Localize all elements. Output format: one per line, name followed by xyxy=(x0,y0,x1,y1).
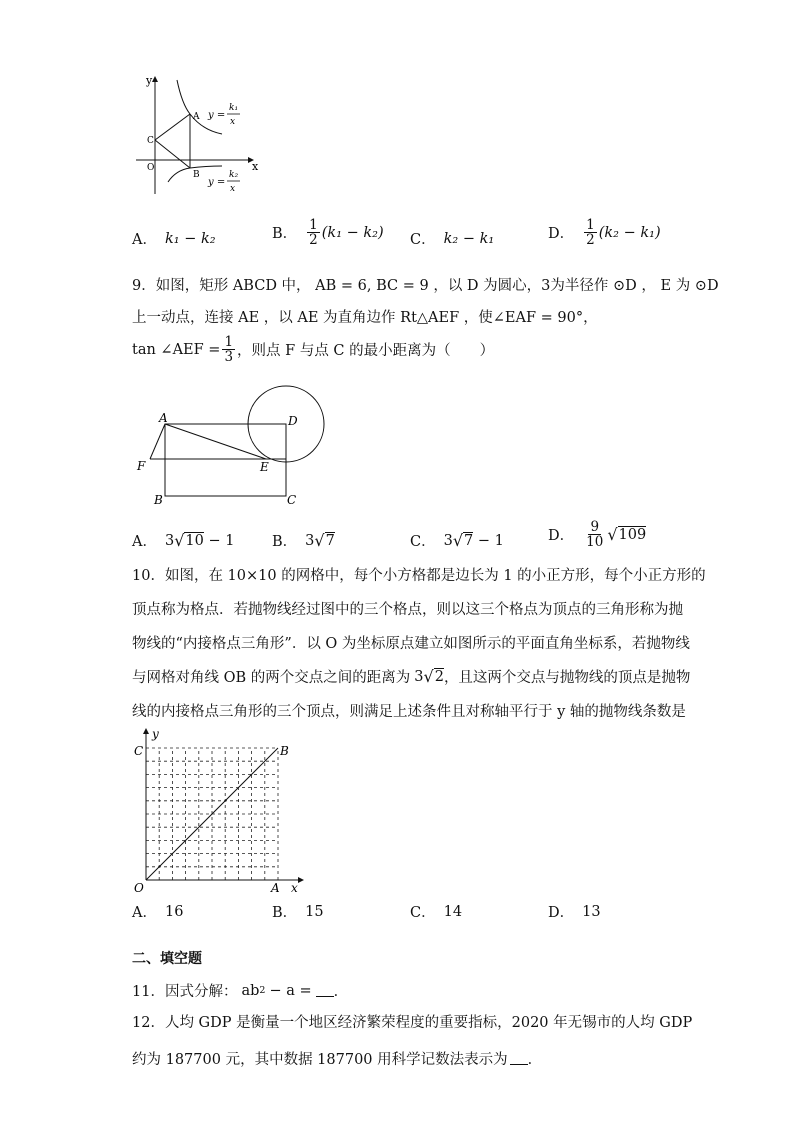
q9-line3-frac xyxy=(222,335,235,364)
q9-option-b-label: B． xyxy=(272,534,298,550)
q8-axis-x: x xyxy=(252,160,259,173)
q11-expr-base: ab xyxy=(241,982,260,999)
q10-option-d-label: D． xyxy=(548,905,575,921)
q8-option-d-num: 1 xyxy=(586,217,595,233)
q10-option-c-label: C． xyxy=(410,905,436,921)
q10-line4-post: ，且这两个交点与抛物线的顶点是抛物 xyxy=(443,670,691,686)
q9-option-b-radical: √ xyxy=(314,531,325,550)
q8-label-o: O xyxy=(147,163,155,173)
q11 xyxy=(132,980,348,1001)
q9-option-c-pre: 3 xyxy=(443,532,453,549)
q8-axis-y: y xyxy=(146,74,153,87)
q10-option-a-text: 16 xyxy=(164,903,184,920)
q9-line3-pre: tan ∠AEF = xyxy=(132,341,221,358)
q9-option-c-rad: 7 xyxy=(464,533,474,549)
q10-option-b-label: B． xyxy=(272,905,298,921)
q10-line4-rad: 2 xyxy=(434,669,444,685)
q8-curve1-y: y = xyxy=(208,110,226,121)
section-title: 二、填空题 xyxy=(132,951,202,967)
q11-answer-blank[interactable] xyxy=(316,984,334,997)
q9-option-c-label: C． xyxy=(410,534,436,550)
q10-option-d[interactable] xyxy=(548,901,601,922)
q10-option-b-text: 15 xyxy=(305,903,324,920)
q8-option-c[interactable] xyxy=(410,228,494,249)
q9-option-d-frac xyxy=(584,520,605,549)
q8-label-a: A xyxy=(193,112,200,122)
q9-option-b-rad: 7 xyxy=(325,533,335,549)
q8-option-b-num: 1 xyxy=(309,217,318,233)
q8-curve2-num: k₂ xyxy=(229,170,239,180)
q9-label-b: B xyxy=(154,493,163,507)
q9-label-f: F xyxy=(137,459,146,473)
q10-option-d-text: 13 xyxy=(582,903,601,920)
q10-label-a: A xyxy=(271,881,280,895)
q10-line4-pre: 与网格对角线 OB 的两个交点之间的距离为 xyxy=(132,670,411,686)
q9-option-a[interactable] xyxy=(132,530,234,551)
q9-option-d-label: D． xyxy=(548,528,575,545)
q10-line4-radical: √ xyxy=(423,667,434,686)
q10-label-c: C xyxy=(134,744,144,758)
q9-option-a-post: − 1 xyxy=(208,532,235,549)
q8-option-b[interactable] xyxy=(272,218,384,247)
q12-line2-pre: 约为 187700 元，其中数据 187700 用科学记数法表示为 xyxy=(132,1052,508,1068)
q9-line3 xyxy=(132,335,494,364)
q9-option-c[interactable] xyxy=(410,530,504,551)
q9-option-d[interactable] xyxy=(548,520,646,549)
q8-option-b-label: B． xyxy=(272,226,298,243)
q10-line4-coef: 3 xyxy=(414,668,424,685)
q9-label-a: A xyxy=(159,411,168,425)
q11-post: ． xyxy=(333,984,349,1000)
q10-label-b: B xyxy=(280,744,289,758)
q10-option-b[interactable] xyxy=(272,901,324,922)
q12-line1: 12．人均 GDP 是衡量一个地区经济繁荣程度的重要指标，2020 年无锡市的人均 GDP xyxy=(132,1015,693,1031)
q9-line3-den: 3 xyxy=(224,349,234,366)
q8-option-a[interactable] xyxy=(132,228,216,249)
q8-option-a-text: k₁ − k₂ xyxy=(164,230,216,247)
q9-line3-post: ，则点 F 与点 C 的最小距离为（ ） xyxy=(237,343,495,360)
q9-option-d-radical: √ xyxy=(607,525,618,545)
q10-figure xyxy=(128,724,318,896)
q9-label-c: C xyxy=(287,493,297,507)
q8-option-b-den: 2 xyxy=(309,232,318,249)
q12-line2-post: ． xyxy=(527,1052,543,1068)
q8-option-d-frac xyxy=(584,218,597,247)
q8-label-b: B xyxy=(193,170,200,180)
q10-option-a-label: A． xyxy=(132,905,157,921)
q8-option-d[interactable] xyxy=(548,218,661,247)
q8-figure xyxy=(130,72,270,202)
q10-line2: 顶点称为格点．若抛物线经过图中的三个格点，则以这三个格点为顶点的三角形称为抛 xyxy=(132,602,683,618)
q8-option-a-label: A． xyxy=(132,232,157,248)
q8-label-c: C xyxy=(147,136,154,146)
q11-expr-sup: 2 xyxy=(259,985,266,996)
q11-pre: 11．因式分解： xyxy=(132,984,238,1000)
q9-option-c-post: − 1 xyxy=(477,532,504,549)
q9-option-b-pre: 3 xyxy=(305,532,315,549)
q10-axis-y: y xyxy=(152,727,159,741)
q9-option-c-radical: √ xyxy=(452,531,464,550)
q8-curve1-den: x xyxy=(230,117,236,127)
q9-option-a-pre: 3 xyxy=(164,532,175,549)
q10-line4 xyxy=(132,666,690,687)
q11-expr-rest: − a = xyxy=(269,982,312,999)
q8-option-b-frac xyxy=(307,218,320,247)
q8-option-c-text: k₂ − k₁ xyxy=(443,230,495,247)
q8-curve2-y: y = xyxy=(208,177,226,188)
q10-line1: 10．如图，在 10×10 的网格中，每个小方格都是边长为 1 的小正方形，每个小正方形的 xyxy=(132,568,706,584)
q9-option-d-rad: 109 xyxy=(618,527,647,544)
q9-option-a-radical: √ xyxy=(174,531,185,550)
q9-option-a-label: A． xyxy=(132,534,157,550)
q12-answer-blank[interactable] xyxy=(510,1052,528,1065)
q9-option-b[interactable] xyxy=(272,530,335,551)
q8-curve2-den: x xyxy=(230,184,236,194)
q9-option-d-num: 9 xyxy=(590,519,600,535)
q8-option-d-den: 2 xyxy=(586,232,595,249)
q9-option-a-rad: 10 xyxy=(185,533,204,549)
q9-line1: 9．如图，矩形 ABCD 中， AB = 6, BC = 9 ，以 D 为圆心，3为半径作 ⊙D ， E 为 ⊙D xyxy=(132,278,719,294)
q9-line3-num: 1 xyxy=(224,334,234,350)
q8-curve1-num: k₁ xyxy=(229,103,239,113)
q10-option-c-text: 14 xyxy=(443,903,463,920)
q12-line2 xyxy=(132,1048,542,1069)
q8-option-b-text: (k₁ − k₂) xyxy=(321,224,384,241)
q10-option-c[interactable] xyxy=(410,901,462,922)
q10-line5: 线的内接格点三角形的三个顶点，则满足上述条件且对称轴平行于 y 轴的抛物线条数是 xyxy=(132,704,686,720)
q9-figure xyxy=(130,380,340,510)
q9-line2: 上一动点，连接 AE ，以 AE 为直角边作 Rt△AEF ，使∠EAF = 90°， xyxy=(132,310,598,326)
q8-option-d-text: (k₂ − k₁) xyxy=(598,224,661,241)
q8-option-d-label: D． xyxy=(548,226,575,243)
q9-label-e: E xyxy=(260,460,269,474)
q9-option-d-den: 10 xyxy=(586,534,604,551)
q10-label-o: O xyxy=(134,881,144,895)
q10-axis-x: x xyxy=(291,881,298,895)
q10-option-a[interactable] xyxy=(132,901,183,922)
q10-line3: 物线的“内接格点三角形”．以 O 为坐标原点建立如图所示的平面直角坐标系，若抛物线 xyxy=(132,636,690,652)
q9-label-d: D xyxy=(288,414,298,428)
q8-option-c-label: C． xyxy=(410,232,436,248)
